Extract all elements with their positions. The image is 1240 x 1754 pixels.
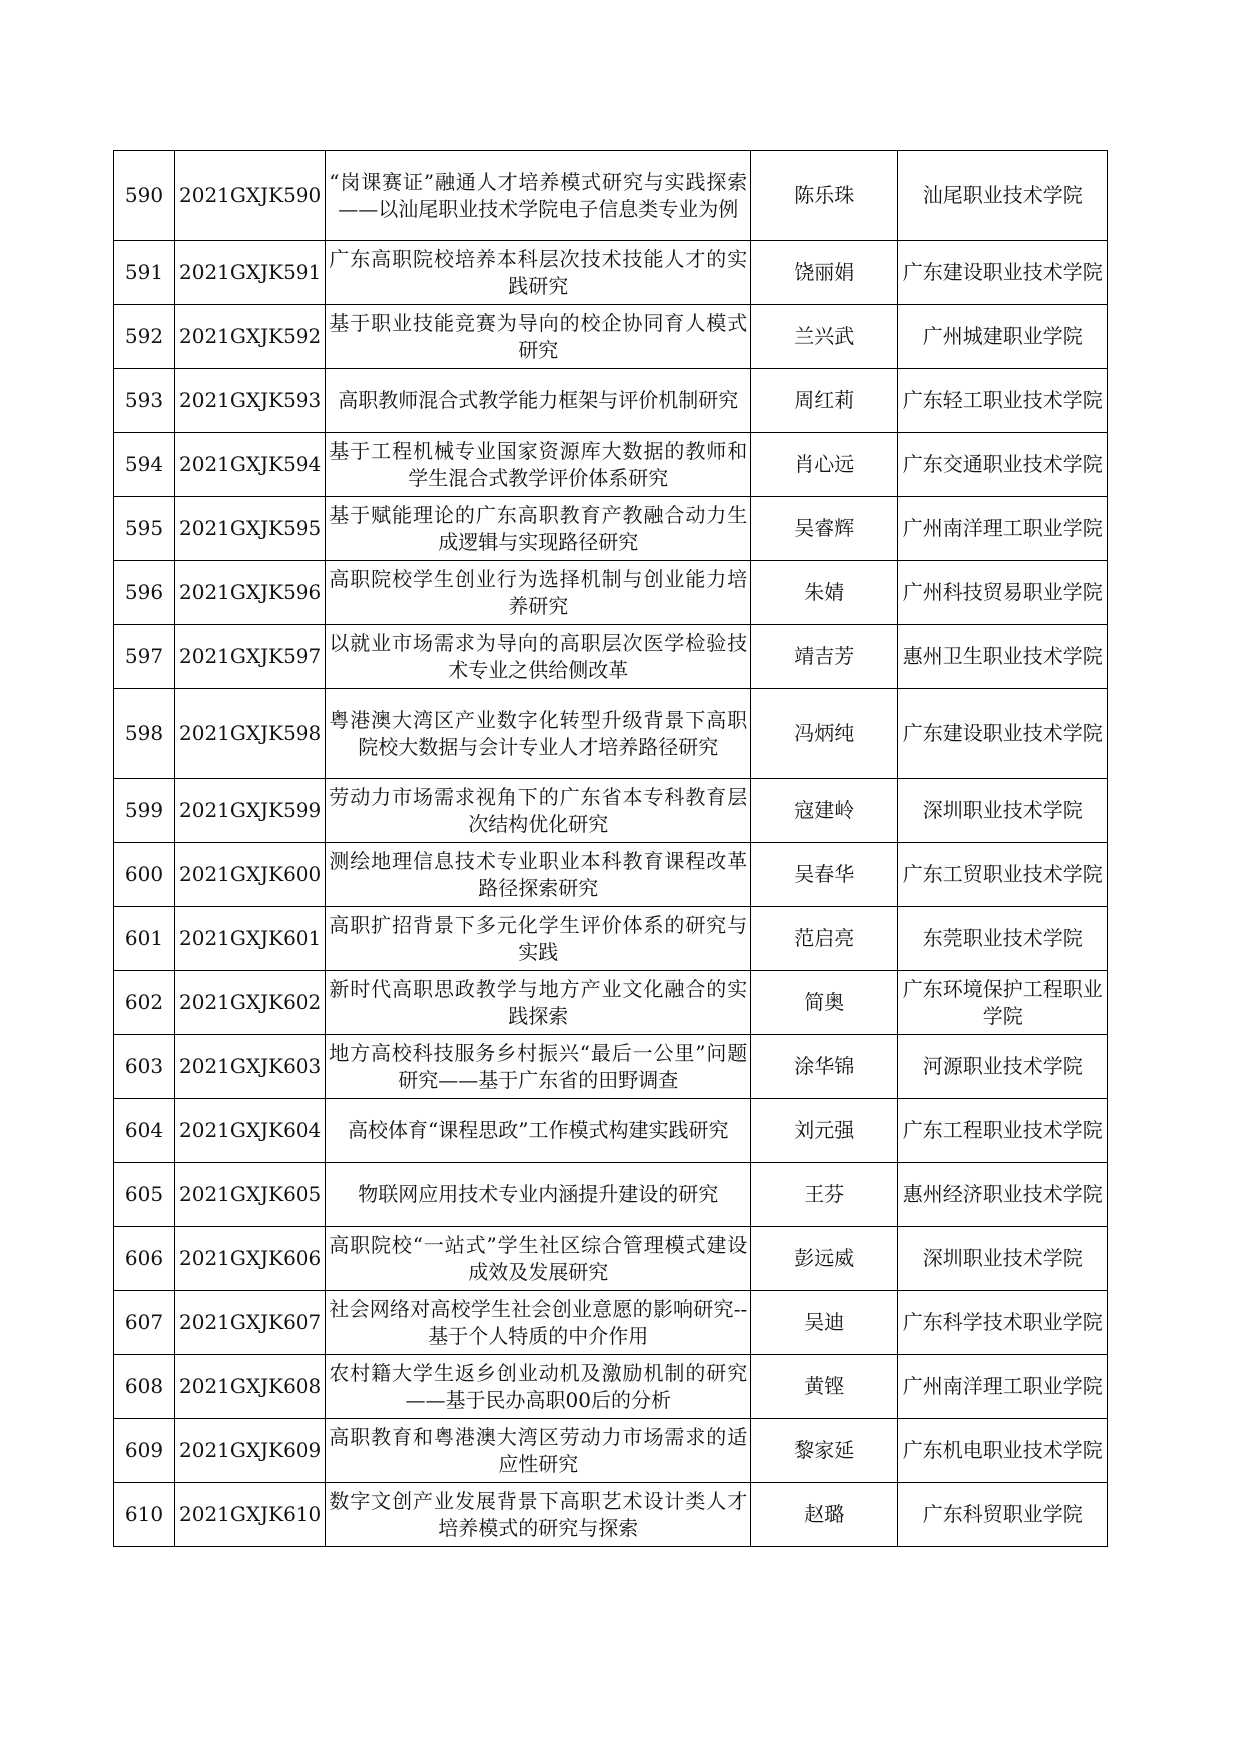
project-code: 2021GXJK610 [175,1483,326,1547]
project-code: 2021GXJK596 [175,561,326,625]
project-leader: 刘元强 [751,1099,898,1163]
institution: 广东建设职业技术学院 [898,241,1108,305]
project-code: 2021GXJK607 [175,1291,326,1355]
project-code: 2021GXJK599 [175,779,326,843]
table-row [114,1227,1108,1291]
institution: 广州南洋理工职业学院 [898,497,1108,561]
institution: 东莞职业技术学院 [898,907,1108,971]
project-title: 高职院校学生创业行为选择机制与创业能力培养研究 [326,561,751,625]
project-code: 2021GXJK594 [175,433,326,497]
project-leader: 王芬 [751,1163,898,1227]
project-title: 粤港澳大湾区产业数字化转型升级背景下高职院校大数据与会计专业人才培养路径研究 [326,689,751,779]
institution: 广东建设职业技术学院 [898,689,1108,779]
project-title: 高职教师混合式教学能力框架与评价机制研究 [326,369,751,433]
row-number: 595 [114,497,175,561]
project-title: 高职教育和粤港澳大湾区劳动力市场需求的适应性研究 [326,1419,751,1483]
institution: 广州城建职业学院 [898,305,1108,369]
project-leader: 饶丽娟 [751,241,898,305]
project-leader: 吴春华 [751,843,898,907]
project-title: 基于职业技能竞赛为导向的校企协同育人模式研究 [326,305,751,369]
row-number: 596 [114,561,175,625]
row-number: 593 [114,369,175,433]
table-row [114,1035,1108,1099]
project-leader: 朱婧 [751,561,898,625]
project-title: 劳动力市场需求视角下的广东省本专科教育层次结构优化研究 [326,779,751,843]
project-code: 2021GXJK601 [175,907,326,971]
institution: 广东机电职业技术学院 [898,1419,1108,1483]
table-row [114,1483,1108,1547]
institution: 深圳职业技术学院 [898,1227,1108,1291]
row-number: 604 [114,1099,175,1163]
project-title: 基于赋能理论的广东高职教育产教融合动力生成逻辑与实现路径研究 [326,497,751,561]
institution: 惠州经济职业技术学院 [898,1163,1108,1227]
institution: 惠州卫生职业技术学院 [898,625,1108,689]
table-row [114,689,1108,779]
project-title: 农村籍大学生返乡创业动机及激励机制的研究——基于民办高职00后的分析 [326,1355,751,1419]
institution: 汕尾职业技术学院 [898,151,1108,241]
project-title: 高职扩招背景下多元化学生评价体系的研究与实践 [326,907,751,971]
table-row [114,497,1108,561]
project-title: 数字文创产业发展背景下高职艺术设计类人才培养模式的研究与探索 [326,1483,751,1547]
project-title: 高校体育“课程思政”工作模式构建实践研究 [326,1099,751,1163]
table-row [114,625,1108,689]
row-number: 610 [114,1483,175,1547]
project-code: 2021GXJK595 [175,497,326,561]
project-leader: 兰兴武 [751,305,898,369]
project-leader: 靖吉芳 [751,625,898,689]
project-code: 2021GXJK609 [175,1419,326,1483]
row-number: 602 [114,971,175,1035]
row-number: 608 [114,1355,175,1419]
project-leader: 寇建岭 [751,779,898,843]
row-number: 598 [114,689,175,779]
project-code: 2021GXJK603 [175,1035,326,1099]
row-number: 599 [114,779,175,843]
institution: 广东轻工职业技术学院 [898,369,1108,433]
project-code: 2021GXJK602 [175,971,326,1035]
project-code: 2021GXJK608 [175,1355,326,1419]
project-code: 2021GXJK591 [175,241,326,305]
project-leader: 赵璐 [751,1483,898,1547]
project-title: 广东高职院校培养本科层次技术技能人才的实践研究 [326,241,751,305]
project-code: 2021GXJK605 [175,1163,326,1227]
row-number: 609 [114,1419,175,1483]
table-row [114,843,1108,907]
project-leader: 周红莉 [751,369,898,433]
project-code: 2021GXJK600 [175,843,326,907]
row-number: 605 [114,1163,175,1227]
project-leader: 吴迪 [751,1291,898,1355]
project-code: 2021GXJK593 [175,369,326,433]
project-leader: 吴睿辉 [751,497,898,561]
row-number: 603 [114,1035,175,1099]
project-title: 物联网应用技术专业内涵提升建设的研究 [326,1163,751,1227]
institution: 广州南洋理工职业学院 [898,1355,1108,1419]
project-leader: 冯炳纯 [751,689,898,779]
project-leader: 陈乐珠 [751,151,898,241]
table-row [114,1419,1108,1483]
project-leader: 彭远威 [751,1227,898,1291]
table-row [114,1355,1108,1419]
institution: 河源职业技术学院 [898,1035,1108,1099]
row-number: 600 [114,843,175,907]
institution: 广东环境保护工程职业学院 [898,971,1108,1035]
row-number: 592 [114,305,175,369]
table-row [114,907,1108,971]
table-row [114,151,1108,241]
project-title: 基于工程机械专业国家资源库大数据的教师和学生混合式教学评价体系研究 [326,433,751,497]
table-row [114,241,1108,305]
row-number: 591 [114,241,175,305]
table-row [114,779,1108,843]
project-code: 2021GXJK597 [175,625,326,689]
project-code: 2021GXJK592 [175,305,326,369]
institution: 广东科贸职业学院 [898,1483,1108,1547]
institution: 深圳职业技术学院 [898,779,1108,843]
row-number: 606 [114,1227,175,1291]
table-row [114,561,1108,625]
project-leader: 肖心远 [751,433,898,497]
project-title: “岗课赛证”融通人才培养模式研究与实践探索——以汕尾职业技术学院电子信息类专业为例 [326,151,751,241]
project-code: 2021GXJK590 [175,151,326,241]
project-title: 新时代高职思政教学与地方产业文化融合的实践探索 [326,971,751,1035]
project-leader: 涂华锦 [751,1035,898,1099]
institution: 广州科技贸易职业学院 [898,561,1108,625]
row-number: 597 [114,625,175,689]
table-row [114,433,1108,497]
row-number: 607 [114,1291,175,1355]
project-code: 2021GXJK606 [175,1227,326,1291]
table-row [114,1291,1108,1355]
project-title: 地方高校科技服务乡村振兴“最后一公里”问题研究——基于广东省的田野调查 [326,1035,751,1099]
project-title: 高职院校“一站式”学生社区综合管理模式建设成效及发展研究 [326,1227,751,1291]
table-row [114,1163,1108,1227]
row-number: 601 [114,907,175,971]
project-leader: 简奥 [751,971,898,1035]
row-number: 590 [114,151,175,241]
table-row [114,1099,1108,1163]
institution: 广东工贸职业技术学院 [898,843,1108,907]
project-code: 2021GXJK604 [175,1099,326,1163]
project-table [113,150,1108,1547]
institution: 广东工程职业技术学院 [898,1099,1108,1163]
project-title: 社会网络对高校学生社会创业意愿的影响研究--基于个人特质的中介作用 [326,1291,751,1355]
row-number: 594 [114,433,175,497]
institution: 广东科学技术职业学院 [898,1291,1108,1355]
institution: 广东交通职业技术学院 [898,433,1108,497]
project-title: 以就业市场需求为导向的高职层次医学检验技术专业之供给侧改革 [326,625,751,689]
project-leader: 范启亮 [751,907,898,971]
project-leader: 黄铿 [751,1355,898,1419]
table-row [114,369,1108,433]
project-leader: 黎家延 [751,1419,898,1483]
project-title: 测绘地理信息技术专业职业本科教育课程改革路径探索研究 [326,843,751,907]
table-row [114,971,1108,1035]
project-code: 2021GXJK598 [175,689,326,779]
table-row [114,305,1108,369]
